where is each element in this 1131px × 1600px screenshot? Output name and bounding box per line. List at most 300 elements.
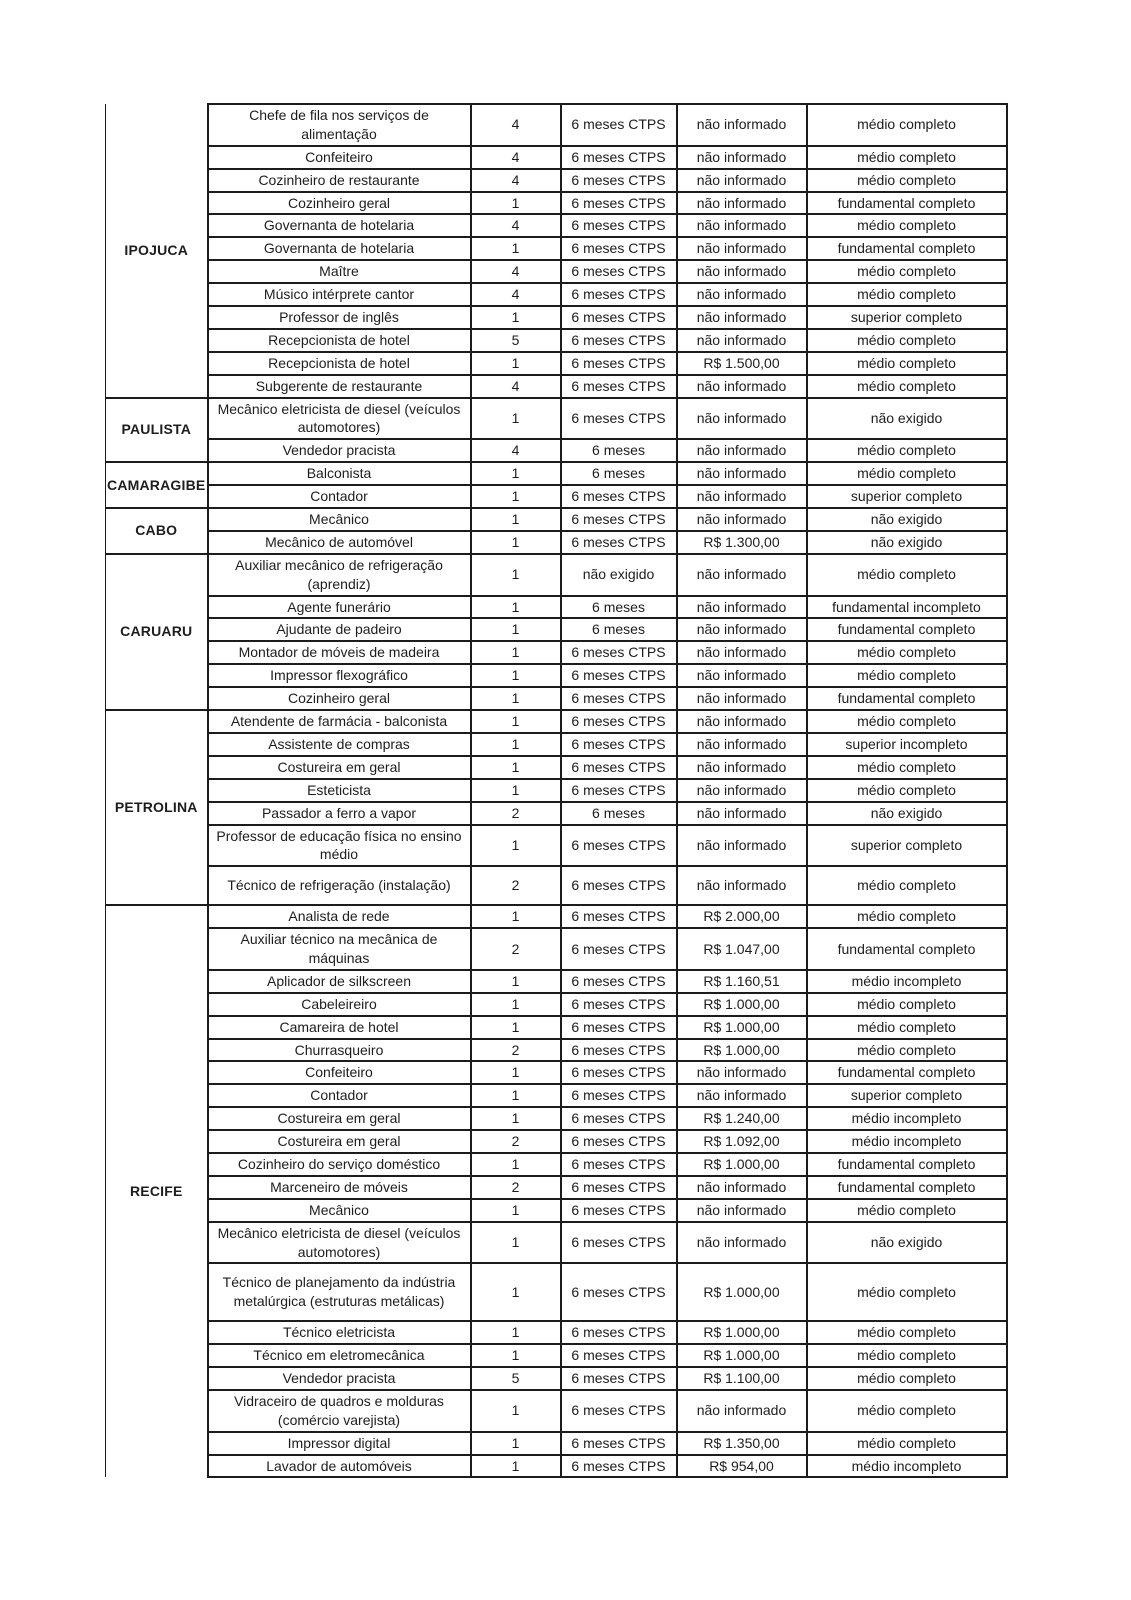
table-row [106,104,1007,146]
salary-cell: R$ 1.300,00 [677,531,807,554]
experience-cell: 6 meses CTPS [561,664,677,687]
quantity-cell: 1 [471,1390,561,1432]
education-cell: médio completo [807,664,1007,687]
experience-cell: 6 meses CTPS [561,970,677,993]
job-title-cell: Montador de móveis de madeira [208,641,471,664]
experience-cell: 6 meses CTPS [561,1199,677,1222]
education-cell: médio completo [807,1263,1007,1321]
table-row [106,756,1007,779]
salary-cell: R$ 2.000,00 [677,905,807,928]
education-cell: médio completo [807,993,1007,1016]
table-row [106,687,1007,710]
experience-cell: 6 meses CTPS [561,641,677,664]
education-cell: médio completo [807,375,1007,398]
table-row [106,1263,1007,1321]
salary-cell: não informado [677,439,807,462]
job-title-cell: Costureira em geral [208,756,471,779]
education-cell: superior completo [807,485,1007,508]
quantity-cell: 1 [471,779,561,802]
table-row [106,352,1007,375]
experience-cell: 6 meses CTPS [561,1130,677,1153]
experience-cell: 6 meses CTPS [561,905,677,928]
education-cell: médio completo [807,1016,1007,1039]
quantity-cell: 2 [471,866,561,905]
table-row [106,970,1007,993]
education-cell: fundamental completo [807,192,1007,215]
job-title-cell: Mecânico de automóvel [208,531,471,554]
salary-cell: não informado [677,462,807,485]
job-title-cell: Costureira em geral [208,1130,471,1153]
job-title-cell: Subgerente de restaurante [208,375,471,398]
quantity-cell: 4 [471,260,561,283]
job-title-cell: Agente funerário [208,596,471,619]
education-cell: médio completo [807,1039,1007,1062]
salary-cell: não informado [677,1061,807,1084]
job-title-cell: Recepcionista de hotel [208,352,471,375]
job-title-cell: Passador a ferro a vapor [208,802,471,825]
salary-cell: não informado [677,1222,807,1264]
job-title-cell: Confeiteiro [208,1061,471,1084]
education-cell: fundamental incompleto [807,596,1007,619]
quantity-cell: 1 [471,687,561,710]
education-cell: médio completo [807,905,1007,928]
salary-cell: não informado [677,596,807,619]
experience-cell: 6 meses [561,618,677,641]
table-row [106,905,1007,928]
job-title-cell: Cozinheiro de restaurante [208,169,471,192]
experience-cell: 6 meses CTPS [561,104,677,146]
table-row [106,485,1007,508]
education-cell: não exigido [807,398,1007,440]
table-row [106,1344,1007,1367]
table-row [106,329,1007,352]
job-title-cell: Assistente de compras [208,733,471,756]
quantity-cell: 1 [471,1222,561,1264]
education-cell: não exigido [807,531,1007,554]
salary-cell: R$ 1.092,00 [677,1130,807,1153]
quantity-cell: 1 [471,1199,561,1222]
education-cell: médio completo [807,1367,1007,1390]
job-title-cell: Marceneiro de móveis [208,1176,471,1199]
quantity-cell: 1 [471,1432,561,1455]
city-cell-paulista: PAULISTA [106,398,208,463]
job-title-cell: Analista de rede [208,905,471,928]
quantity-cell: 1 [471,970,561,993]
job-title-cell: Impressor flexográfico [208,664,471,687]
salary-cell: não informado [677,237,807,260]
education-cell: não exigido [807,1222,1007,1264]
table-row [106,146,1007,169]
table-row [106,192,1007,215]
table-row [106,1084,1007,1107]
salary-cell: não informado [677,1199,807,1222]
quantity-cell: 1 [471,237,561,260]
quantity-cell: 1 [471,1016,561,1039]
education-cell: médio completo [807,641,1007,664]
job-title-cell: Vendedor pracista [208,439,471,462]
salary-cell: R$ 1.100,00 [677,1367,807,1390]
table-row [106,260,1007,283]
experience-cell: 6 meses CTPS [561,1263,677,1321]
salary-cell: R$ 1.350,00 [677,1432,807,1455]
table-row [106,462,1007,485]
salary-cell: não informado [677,283,807,306]
table-row [106,1321,1007,1344]
table-row [106,508,1007,531]
education-cell: médio completo [807,146,1007,169]
job-title-cell: Churrasqueiro [208,1039,471,1062]
experience-cell: 6 meses CTPS [561,1344,677,1367]
salary-cell: não informado [677,802,807,825]
salary-cell: não informado [677,260,807,283]
city-cell-ipojuca: IPOJUCA [106,104,208,398]
education-cell: médio completo [807,462,1007,485]
job-title-cell: Maître [208,260,471,283]
salary-cell: não informado [677,146,807,169]
education-cell: médio completo [807,554,1007,596]
experience-cell: 6 meses CTPS [561,1222,677,1264]
education-cell: superior completo [807,1084,1007,1107]
experience-cell: 6 meses CTPS [561,508,677,531]
education-cell: médio completo [807,104,1007,146]
quantity-cell: 1 [471,733,561,756]
table-row [106,169,1007,192]
job-title-cell: Impressor digital [208,1432,471,1455]
experience-cell: 6 meses CTPS [561,260,677,283]
table-row [106,825,1007,867]
experience-cell: 6 meses CTPS [561,283,677,306]
job-title-cell: Confeiteiro [208,146,471,169]
education-cell: médio completo [807,352,1007,375]
experience-cell: 6 meses CTPS [561,192,677,215]
table-row [106,1153,1007,1176]
table-row [106,710,1007,733]
job-title-cell: Professor de inglês [208,306,471,329]
salary-cell: não informado [677,306,807,329]
job-title-cell: Chefe de fila nos serviços de alimentação [208,104,471,146]
quantity-cell: 2 [471,1039,561,1062]
salary-cell: não informado [677,779,807,802]
table-row [106,733,1007,756]
table-row [106,1039,1007,1062]
quantity-cell: 1 [471,1321,561,1344]
experience-cell: 6 meses CTPS [561,531,677,554]
experience-cell: 6 meses CTPS [561,993,677,1016]
education-cell: fundamental completo [807,1061,1007,1084]
experience-cell: 6 meses CTPS [561,1153,677,1176]
education-cell: médio completo [807,439,1007,462]
job-title-cell: Auxiliar técnico na mecânica de máquinas [208,928,471,970]
job-title-cell: Governanta de hotelaria [208,214,471,237]
quantity-cell: 1 [471,398,561,440]
salary-cell: não informado [677,618,807,641]
job-title-cell: Músico intérprete cantor [208,283,471,306]
job-title-cell: Governanta de hotelaria [208,237,471,260]
experience-cell: 6 meses CTPS [561,169,677,192]
salary-cell: não informado [677,825,807,867]
education-cell: médio completo [807,283,1007,306]
experience-cell: 6 meses CTPS [561,1432,677,1455]
salary-cell: R$ 1.000,00 [677,1039,807,1062]
quantity-cell: 1 [471,710,561,733]
table-row [106,1432,1007,1455]
experience-cell: 6 meses CTPS [561,214,677,237]
quantity-cell: 4 [471,375,561,398]
salary-cell: R$ 1.000,00 [677,1321,807,1344]
table-row [106,554,1007,596]
table-row [106,1455,1007,1478]
experience-cell: 6 meses CTPS [561,306,677,329]
education-cell: médio completo [807,1390,1007,1432]
city-cell-camaragibe: CAMARAGIBE [106,462,208,508]
education-cell: médio completo [807,329,1007,352]
experience-cell: 6 meses CTPS [561,1084,677,1107]
salary-cell: R$ 1.000,00 [677,1344,807,1367]
job-title-cell: Mecânico [208,508,471,531]
salary-cell: não informado [677,664,807,687]
job-title-cell: Técnico de planejamento da indústria metalúrgica (estruturas metálicas) [208,1263,471,1321]
table-row [106,641,1007,664]
education-cell: médio completo [807,1321,1007,1344]
education-cell: médio completo [807,866,1007,905]
city-cell-cabo: CABO [106,508,208,554]
quantity-cell: 4 [471,146,561,169]
city-cell-recife: RECIFE [106,905,208,1477]
salary-cell: não informado [677,710,807,733]
education-cell: fundamental completo [807,687,1007,710]
education-cell: médio completo [807,756,1007,779]
salary-cell: não informado [677,508,807,531]
education-cell: médio completo [807,169,1007,192]
experience-cell: 6 meses CTPS [561,146,677,169]
table-row [106,618,1007,641]
education-cell: médio completo [807,1432,1007,1455]
job-title-cell: Balconista [208,462,471,485]
experience-cell: 6 meses CTPS [561,1321,677,1344]
education-cell: superior completo [807,825,1007,867]
education-cell: superior completo [807,306,1007,329]
experience-cell: 6 meses [561,439,677,462]
experience-cell: 6 meses CTPS [561,710,677,733]
education-cell: fundamental completo [807,618,1007,641]
job-title-cell: Costureira em geral [208,1107,471,1130]
salary-cell: não informado [677,398,807,440]
job-title-cell: Mecânico [208,1199,471,1222]
quantity-cell: 1 [471,664,561,687]
experience-cell: não exigido [561,554,677,596]
job-title-cell: Mecânico eletricista de diesel (veículos automotores) [208,398,471,440]
quantity-cell: 2 [471,802,561,825]
experience-cell: 6 meses CTPS [561,1455,677,1478]
table-row [106,398,1007,440]
salary-cell: não informado [677,329,807,352]
quantity-cell: 2 [471,928,561,970]
experience-cell: 6 meses CTPS [561,398,677,440]
job-title-cell: Mecânico eletricista de diesel (veículos automotores) [208,1222,471,1264]
quantity-cell: 1 [471,1107,561,1130]
job-title-cell: Vidraceiro de quadros e molduras (comércio varejista) [208,1390,471,1432]
experience-cell: 6 meses CTPS [561,352,677,375]
quantity-cell: 1 [471,596,561,619]
education-cell: não exigido [807,508,1007,531]
job-title-cell: Auxiliar mecânico de refrigeração (aprendiz) [208,554,471,596]
quantity-cell: 1 [471,192,561,215]
job-title-cell: Aplicador de silkscreen [208,970,471,993]
education-cell: médio completo [807,1344,1007,1367]
quantity-cell: 1 [471,462,561,485]
salary-cell: R$ 1.047,00 [677,928,807,970]
table-row [106,928,1007,970]
table-row [106,1367,1007,1390]
salary-cell: não informado [677,485,807,508]
education-cell: médio incompleto [807,970,1007,993]
experience-cell: 6 meses CTPS [561,485,677,508]
table-row [106,439,1007,462]
table-row [106,596,1007,619]
table-row [106,1016,1007,1039]
quantity-cell: 1 [471,756,561,779]
table-row [106,375,1007,398]
education-cell: fundamental completo [807,237,1007,260]
job-title-cell: Vendedor pracista [208,1367,471,1390]
experience-cell: 6 meses CTPS [561,756,677,779]
education-cell: médio incompleto [807,1107,1007,1130]
table-row [106,531,1007,554]
salary-cell: R$ 1.160,51 [677,970,807,993]
education-cell: médio incompleto [807,1130,1007,1153]
quantity-cell: 1 [471,993,561,1016]
experience-cell: 6 meses CTPS [561,1367,677,1390]
salary-cell: R$ 1.000,00 [677,1263,807,1321]
quantity-cell: 1 [471,1455,561,1478]
job-title-cell: Esteticista [208,779,471,802]
education-cell: médio incompleto [807,1455,1007,1478]
salary-cell: R$ 1.000,00 [677,1153,807,1176]
salary-cell: não informado [677,214,807,237]
salary-cell: não informado [677,866,807,905]
quantity-cell: 1 [471,554,561,596]
experience-cell: 6 meses CTPS [561,1039,677,1062]
education-cell: superior incompleto [807,733,1007,756]
job-title-cell: Técnico eletricista [208,1321,471,1344]
salary-cell: não informado [677,554,807,596]
experience-cell: 6 meses CTPS [561,1176,677,1199]
salary-cell: R$ 954,00 [677,1455,807,1478]
experience-cell: 6 meses CTPS [561,1107,677,1130]
experience-cell: 6 meses CTPS [561,687,677,710]
salary-cell: não informado [677,375,807,398]
table-row [106,1176,1007,1199]
job-title-cell: Lavador de automóveis [208,1455,471,1478]
salary-cell: não informado [677,641,807,664]
job-title-cell: Professor de educação física no ensino médio [208,825,471,867]
experience-cell: 6 meses CTPS [561,779,677,802]
education-cell: médio completo [807,1199,1007,1222]
quantity-cell: 5 [471,329,561,352]
quantity-cell: 1 [471,1084,561,1107]
table-row [106,866,1007,905]
salary-cell: R$ 1.000,00 [677,1016,807,1039]
table-row [106,237,1007,260]
table-row [106,306,1007,329]
salary-cell: não informado [677,169,807,192]
salary-cell: não informado [677,1176,807,1199]
quantity-cell: 1 [471,618,561,641]
job-title-cell: Técnico em eletromecânica [208,1344,471,1367]
salary-cell: R$ 1.000,00 [677,993,807,1016]
job-title-cell: Recepcionista de hotel [208,329,471,352]
experience-cell: 6 meses CTPS [561,928,677,970]
quantity-cell: 5 [471,1367,561,1390]
table-row [106,664,1007,687]
quantity-cell: 4 [471,283,561,306]
education-cell: não exigido [807,802,1007,825]
table-row [106,1390,1007,1432]
salary-cell: não informado [677,192,807,215]
salary-cell: não informado [677,104,807,146]
experience-cell: 6 meses CTPS [561,329,677,352]
quantity-cell: 2 [471,1130,561,1153]
table-row [106,993,1007,1016]
quantity-cell: 4 [471,439,561,462]
table-row [106,1199,1007,1222]
education-cell: fundamental completo [807,928,1007,970]
city-cell-caruaru: CARUARU [106,554,208,710]
quantity-cell: 1 [471,485,561,508]
experience-cell: 6 meses CTPS [561,1390,677,1432]
education-cell: médio completo [807,710,1007,733]
salary-cell: não informado [677,1084,807,1107]
experience-cell: 6 meses CTPS [561,866,677,905]
salary-cell: não informado [677,756,807,779]
experience-cell: 6 meses CTPS [561,733,677,756]
quantity-cell: 1 [471,1153,561,1176]
job-title-cell: Cozinheiro do serviço doméstico [208,1153,471,1176]
quantity-cell: 2 [471,1176,561,1199]
quantity-cell: 1 [471,905,561,928]
job-title-cell: Contador [208,485,471,508]
quantity-cell: 1 [471,1061,561,1084]
quantity-cell: 1 [471,306,561,329]
education-cell: fundamental completo [807,1176,1007,1199]
education-cell: médio completo [807,779,1007,802]
job-vacancies-table [105,103,1008,1478]
table-row [106,1061,1007,1084]
salary-cell: não informado [677,733,807,756]
education-cell: médio completo [807,214,1007,237]
table-row [106,283,1007,306]
table-row [106,1107,1007,1130]
experience-cell: 6 meses CTPS [561,237,677,260]
table-row [106,214,1007,237]
quantity-cell: 4 [471,104,561,146]
table-row [106,779,1007,802]
salary-cell: R$ 1.500,00 [677,352,807,375]
education-cell: médio completo [807,260,1007,283]
salary-cell: R$ 1.240,00 [677,1107,807,1130]
experience-cell: 6 meses [561,462,677,485]
quantity-cell: 4 [471,214,561,237]
job-title-cell: Técnico de refrigeração (instalação) [208,866,471,905]
job-title-cell: Cozinheiro geral [208,687,471,710]
table-row [106,1130,1007,1153]
quantity-cell: 4 [471,169,561,192]
city-cell-petrolina: PETROLINA [106,710,208,905]
job-title-cell: Cozinheiro geral [208,192,471,215]
quantity-cell: 1 [471,641,561,664]
quantity-cell: 1 [471,531,561,554]
experience-cell: 6 meses CTPS [561,825,677,867]
